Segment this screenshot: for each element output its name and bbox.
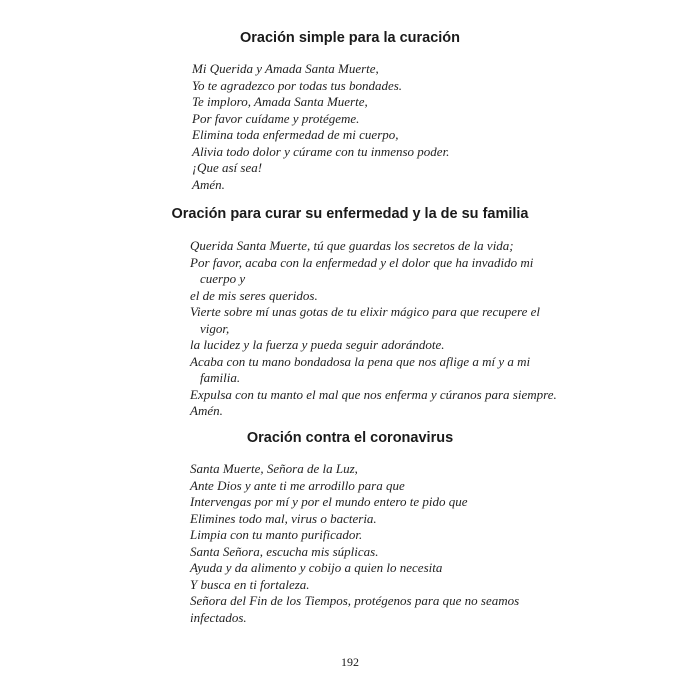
verse-line: Yo te agradezco por todas tus bondades.	[192, 77, 403, 93]
prayer-title-healing: Oración simple para la curación	[240, 30, 460, 46]
prayer-coronavirus-verses	[190, 461, 532, 626]
verse-line: Mi Querida y Amada Santa Muerte,	[192, 61, 379, 76]
verse-line: el de mis seres queridos.	[190, 287, 318, 303]
verse-line: Santa Señora, escucha mis súplicas.	[190, 543, 379, 559]
verse-line: vigor,	[200, 320, 230, 336]
verse-line: Querida Santa Muerte, tú que guardas los secretos de la vida;	[190, 238, 514, 253]
verse-line: Amén.	[192, 176, 225, 192]
verse-line: Por favor cuídame y protégeme.	[192, 110, 360, 126]
prayer-healing-verses	[192, 61, 449, 193]
prayer-title-coronavirus: Oración contra el coronavirus	[246, 430, 454, 446]
verse-line: Elimina toda enfermedad de mi cuerpo,	[192, 127, 399, 142]
verse-line: Alivia todo dolor y cúrame con tu inmenso poder.	[192, 143, 450, 159]
verse-line: Limpia con tu manto purificador.	[190, 527, 363, 542]
verse-line: familia.	[200, 370, 241, 385]
verse-line: Señora del Fin de los Tiempos, protégenos para que no seamos	[190, 593, 520, 608]
verse-line: Expulsa con tu manto el mal que nos enferma y cúranos para siempre.	[190, 386, 557, 402]
verse-line: Ayuda y da alimento y cobijo a quien lo necesita	[190, 560, 443, 575]
verse-line: Te imploro, Amada Santa Muerte,	[192, 94, 368, 109]
verse-line: la lucidez y la fuerza y pueda seguir adorándote.	[190, 337, 445, 352]
verse-line: Por favor, acaba con la enfermedad y el dolor que ha invadido mi	[190, 254, 534, 270]
verse-line: Vierte sobre mí unas gotas de tu elixir mágico para que recupere el	[190, 304, 540, 319]
prayer-family-verses	[190, 238, 557, 420]
verse-line: Elimines todo mal, virus o bacteria.	[190, 510, 377, 526]
prayer-title-family: Oración para curar su enfermedad y la de su familia	[171, 206, 529, 222]
verse-line: cuerpo y	[200, 271, 246, 286]
verse-line: Santa Muerte, Señora de la Luz,	[190, 461, 358, 476]
verse-line: Ante Dios y ante ti me arrodillo para que	[190, 477, 405, 493]
page-number: 192	[341, 655, 359, 669]
verse-line: Acaba con tu mano bondadosa la pena que nos aflige a mí y a mi	[190, 353, 531, 369]
verse-line: Y busca en ti fortaleza.	[190, 576, 310, 592]
verse-line: ¡Que así sea!	[192, 160, 263, 175]
verse-line: Intervengas por mí y por el mundo entero te pido que	[190, 494, 468, 509]
verse-line: infectados.	[190, 609, 247, 625]
verse-line: Amén.	[190, 403, 223, 418]
